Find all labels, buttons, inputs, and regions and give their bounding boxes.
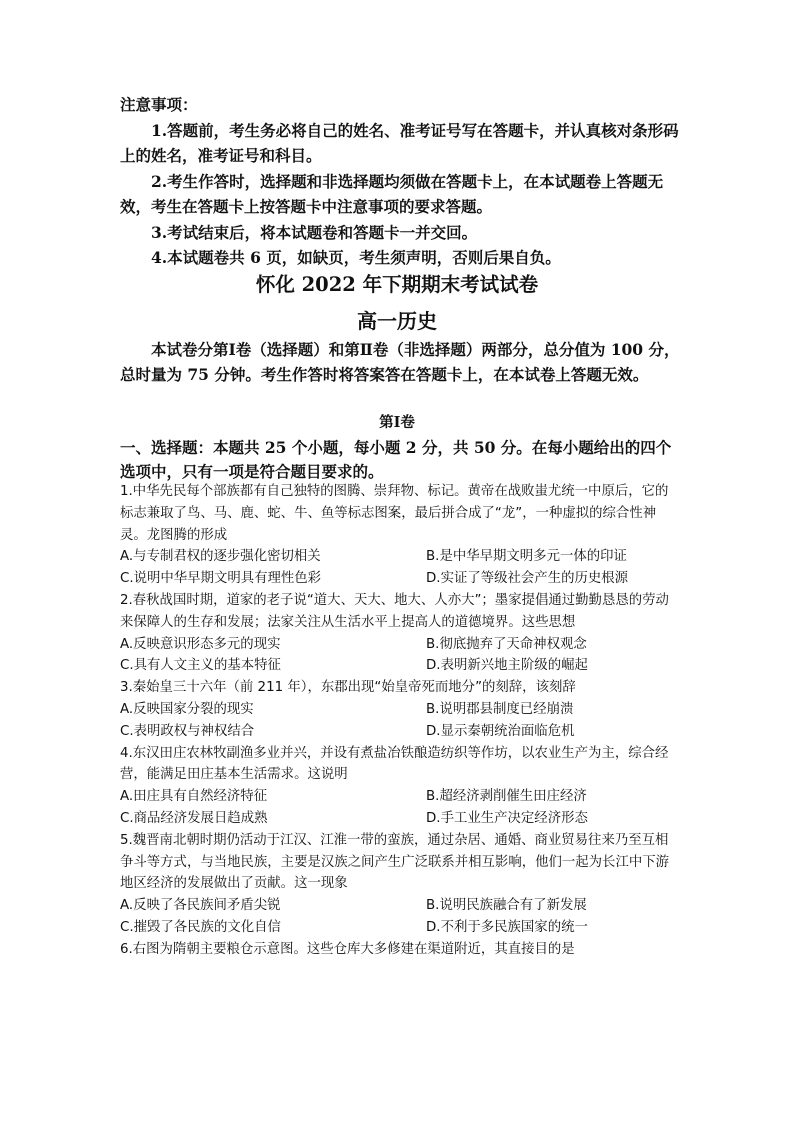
option-b: B.超经济剥削催生田庄经济 [426,789,587,805]
option-d: D.显示秦朝统治面临危机 [426,723,575,739]
exam-title: 怀化 2022 年下期期末考试试卷 [255,273,539,296]
option-a: A.反映国家分裂的现实 [120,701,254,717]
subject-title: 高一历史 [357,309,437,333]
question-stem: 5.魏晋南北朝时期仍活动于江汉、江淮一带的蛮族，通过杂居、通婚、商业贸易往来乃至互相争斗等方式，与当地民族，主要是汉族之间产生广泛联系并相互影响，他们一起为长江中下游地区经济的发展做出了贡献。这一现象 [120,832,670,892]
option-d: D.不利于多民族国家的统一 [426,919,588,935]
option-row [120,699,680,721]
option-row [120,721,680,743]
question-stem: 4.东汉田庄农林牧副渔多业并兴，并设有煮盐冶铁酿造纺织等作坊，以农业生产为主，综合经营，能满足田庄基本生活需求。这说明 [120,745,669,783]
notice-item: 2.考生作答时，选择题和非选择题均须做在答题卡上，在本试题卷上答题无效，考生在答题卡上按答题卡中注意事项的要求答题。 [120,171,664,216]
notice-item: 3.考试结束后，将本试题卷和答题卡一并交回。 [151,222,478,242]
option-row [120,895,680,917]
option-row [120,634,680,656]
question-list [120,481,680,961]
option-d: D.手工业生产决定经济形态 [426,810,588,826]
option-a: A.反映了各民族间矛盾尖锐 [120,898,281,914]
option-row [120,655,680,677]
option-b: B.彻底抛弃了天命神权观念 [426,636,587,652]
question-stem: 6.右图为隋朝主要粮仓示意图。这些仓库大多修建在渠道附近，其直接目的是 [120,941,575,957]
option-d: D.实证了等级社会产生的历史根源 [426,571,629,587]
question-stem: 1.中华先民每个部族都有自己独特的图腾、崇拜物、标记。黄帝在战败蚩尤统一中原后，它的标志兼取了鸟、马、鹿、蛇、牛、鱼等标志图案，最后拼合成了“龙”，一种虚拟的综合性神灵。龙图腾的形成 [120,484,669,543]
notice-section [120,92,680,271]
notice-item: 4.本试题卷共 6 页，如缺页，考生须声明，否则后果自负。 [151,248,561,267]
question-stem: 2.春秋战国时期，道家的老子说“道大、天大、地大、人亦大”；墨家提倡通过勤勤恳恳的劳动来保障人的生存和发展；法家关注从生活水平上提高人的道德境界。这些思想 [120,592,669,630]
section-instructions [120,436,680,484]
option-b: B.说明郡县制度已经崩溃 [426,701,574,717]
option-row [120,917,680,939]
option-a: A.田庄具有自然经济特征 [120,789,268,805]
option-c: C.具有人文主义的基本特征 [120,658,281,674]
option-c: C.摧毁了各民族的文化自信 [120,919,281,935]
option-row [120,568,680,590]
notice-item: 1.答题前，考生务必将自己的姓名、准考证号写在答题卡，并认真核对条形码上的姓名，准考证号和科目。 [120,120,679,165]
exam-intro [120,337,680,387]
question-stem: 3.秦始皇三十六年（前 211 年），东郡出现“始皇帝死而地分”的刻辞，该刻辞 [120,680,576,696]
option-row [120,546,680,568]
option-c: C.表明政权与神权结合 [120,723,255,739]
option-c: C.商品经济发展日趋成熟 [120,810,268,826]
option-b: B.说明民族融合有了新发展 [426,898,587,914]
option-a: A.与专制君权的逐步强化密切相关 [120,549,321,565]
notice-heading: 注意事项： [120,95,198,114]
section-title: 第Ⅰ卷 [379,414,415,431]
option-d: D.表明新兴地主阶级的崛起 [426,658,588,674]
option-row [120,786,680,808]
intro-text: 本试卷分第Ⅰ卷（选择题）和第Ⅱ卷（非选择题）两部分，总分值为 100 分，总时量为 75 分钟。考生作答时将答案答在答题卡上，在本试卷上答题无效。 [120,340,680,384]
section-instructions-text: 一、选择题：本题共 25 个小题，每小题 2 分，共 50 分。在每小题给出的四个选项中，只有一项是符合题目要求的。 [120,438,672,481]
option-c: C.说明中华早期文明具有理性色彩 [120,571,322,587]
option-a: A.反映意识形态多元的现实 [120,636,281,652]
option-b: B.是中华早期文明多元一体的印证 [426,549,627,565]
option-row [120,808,680,830]
